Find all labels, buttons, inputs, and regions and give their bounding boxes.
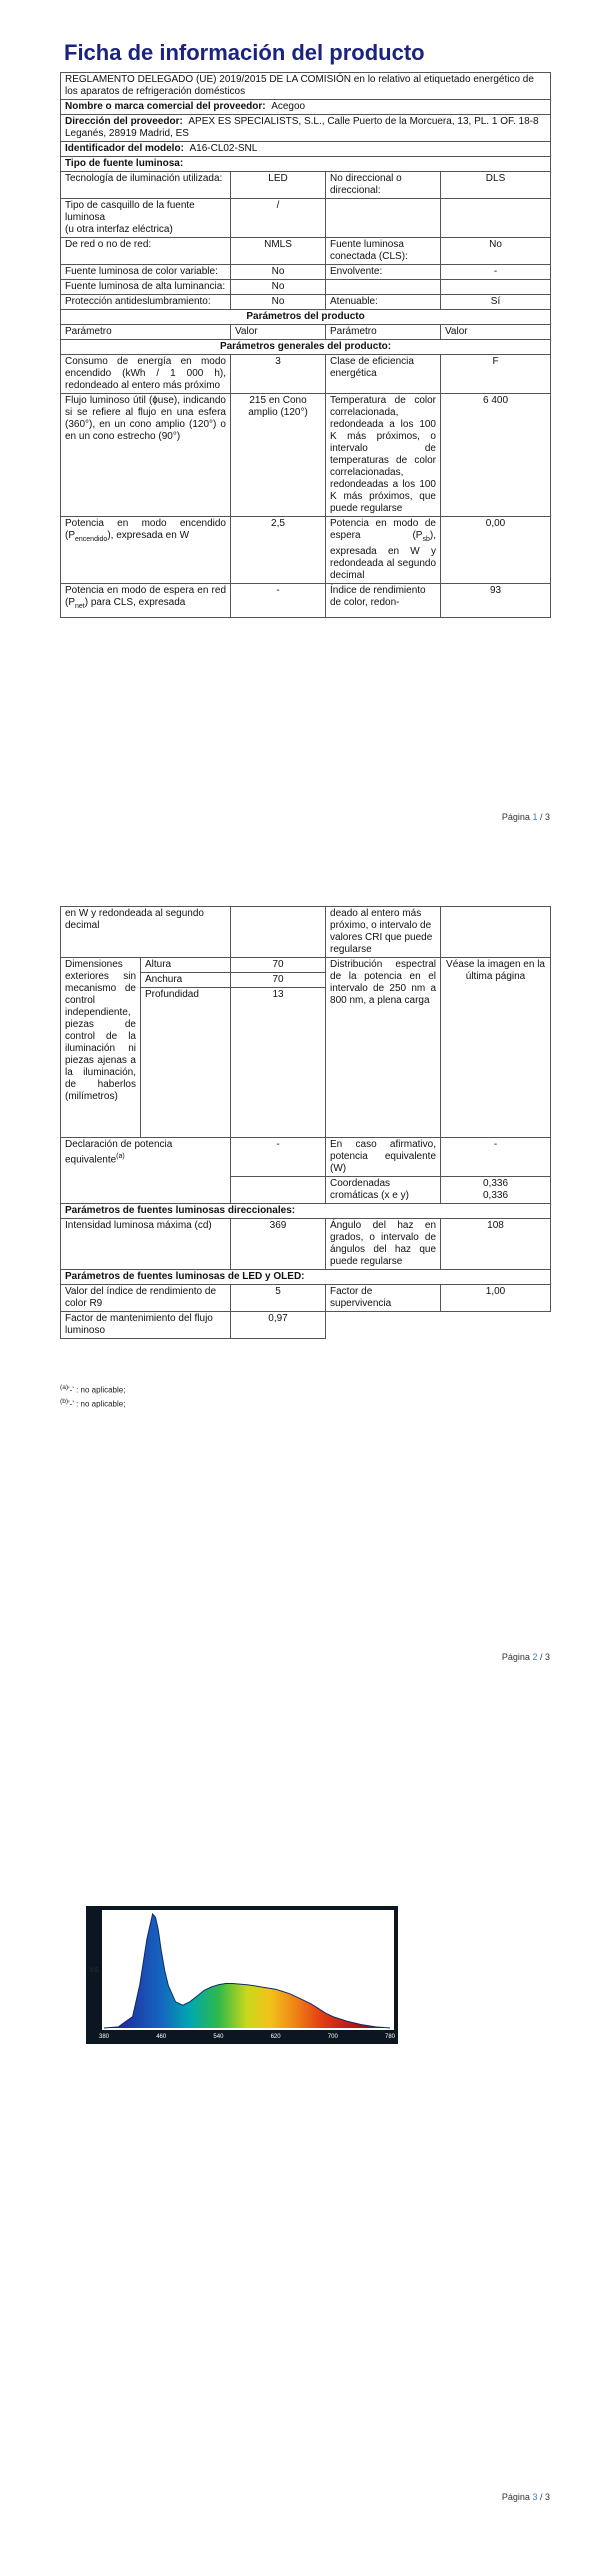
light-source-section: Tipo de fuente luminosa: bbox=[61, 157, 551, 172]
peak-intensity-label: Intensidad luminosa máxima (cd) bbox=[61, 1219, 231, 1270]
light-source-header-row bbox=[61, 157, 551, 172]
table-row bbox=[61, 394, 551, 517]
model-value: A16-CL02-SNL bbox=[189, 143, 258, 154]
depth-label: Profundidad bbox=[141, 988, 231, 1138]
cri-label: Índice de rendimiento de color, redon- bbox=[326, 584, 441, 618]
high-luminance-label: Fuente luminosa de alta luminancia: bbox=[61, 280, 231, 295]
led-header-row bbox=[61, 1270, 551, 1285]
survival-value: 1,00 bbox=[441, 1285, 551, 1312]
table-row bbox=[61, 172, 551, 199]
cls-value: No bbox=[441, 238, 551, 265]
table-row bbox=[61, 584, 551, 618]
table-row bbox=[61, 1138, 551, 1177]
width-value: 70 bbox=[231, 973, 326, 988]
dimensions-row bbox=[61, 958, 551, 973]
envelope-value: - bbox=[441, 265, 551, 280]
equivalent-power-label: Declaración de potencia equivalente$^{(a)}$ bbox=[61, 1138, 231, 1204]
page-title: Ficha de información del producto bbox=[64, 40, 425, 65]
cri-value: 93 bbox=[441, 584, 551, 618]
chromaticity-value: 0,336 0,336 bbox=[441, 1177, 551, 1204]
mains-label: De red o no de red: bbox=[61, 238, 231, 265]
high-luminance-value: No bbox=[231, 280, 326, 295]
page-number-3: Página 3 / 3 bbox=[501, 2492, 550, 2502]
supplier-name-value: Acegoo bbox=[271, 101, 306, 112]
maintenance-value: 0,97 bbox=[231, 1312, 326, 1339]
chromaticity-label: Coordenadas cromáticas (x e y) bbox=[326, 1177, 441, 1204]
beam-angle-label: Ángulo del haz en grados, o intervalo de ángulos del haz que puede regularse bbox=[326, 1219, 441, 1270]
x-tick-label: 460 bbox=[156, 2034, 167, 2040]
x-tick-label: 780 bbox=[384, 2034, 396, 2040]
width-label: Anchura bbox=[141, 973, 231, 988]
energy-class-label: Clase de eficiencia energética bbox=[326, 355, 441, 394]
table-row bbox=[61, 238, 551, 265]
table-row bbox=[61, 265, 551, 280]
supplier-address-row bbox=[61, 115, 551, 142]
nondir-label: No direccional o direccional: bbox=[326, 172, 441, 199]
flux-value: 215 en Cono amplio (120°) bbox=[231, 394, 326, 517]
led-section: Parámetros de fuentes luminosas de LED y OLED: bbox=[61, 1270, 551, 1285]
general-params-row bbox=[61, 340, 551, 355]
table-row bbox=[61, 1285, 551, 1312]
model-row bbox=[61, 142, 551, 157]
params-section: Parámetros del producto bbox=[61, 310, 551, 325]
equivalent-power-value: - bbox=[231, 1138, 326, 1177]
product-info-table-page2 bbox=[60, 906, 551, 1339]
page-number-2: Página 2 / 3 bbox=[501, 1652, 550, 1662]
peak-intensity-value: 369 bbox=[231, 1219, 326, 1270]
dimmable-value: Sí bbox=[441, 295, 551, 310]
spectral-distribution-chart bbox=[86, 1906, 398, 2044]
directional-header-row bbox=[61, 1204, 551, 1219]
x-tick-label: 540 bbox=[213, 2034, 224, 2040]
table-row bbox=[61, 199, 551, 238]
height-value: 70 bbox=[231, 958, 326, 973]
cri-label-continued: deado al entero más próximo, o intervalo de valores CRI que puede regularse bbox=[326, 907, 441, 958]
params-columns-row bbox=[61, 325, 551, 340]
table-row bbox=[61, 280, 551, 295]
power-on-label: Potencia en modo encendido $(P_{encendido})$, expresada en W bbox=[61, 517, 231, 584]
regulation-row bbox=[61, 73, 551, 100]
supplier-name-row bbox=[61, 100, 551, 115]
cap-label-2: (u otra interfaz eléctrica) bbox=[65, 224, 173, 235]
energy-class-value: F bbox=[441, 355, 551, 394]
flux-label: Flujo luminoso útil (ɸuse), indicando si se refiere al flujo en una esfera (360°), en un cono amplio (120°) o en un cono estrecho (90°) bbox=[61, 394, 231, 517]
col-param-2: Parámetro bbox=[326, 325, 441, 340]
standby-power-label: Potencia en modo de espera $(P_{sb})$, expresada en W y redondeada al segundo decimal bbox=[326, 517, 441, 584]
depth-value: 13 bbox=[231, 988, 326, 1138]
table-row bbox=[61, 517, 551, 584]
dimmable-label: Atenuable: bbox=[326, 295, 441, 310]
cct-value: 6 400 bbox=[441, 394, 551, 517]
spd-label: Distribución espectral de la potencia en el intervalo de 250 nm a 800 nm, a plena carga bbox=[326, 958, 441, 1138]
tech-label: Tecnología de iluminación utilizada: bbox=[61, 172, 231, 199]
nondir-value: DLS bbox=[441, 172, 551, 199]
x-tick-label: 620 bbox=[270, 2034, 281, 2040]
equivalent-watts-value: - bbox=[441, 1138, 551, 1177]
footnote-b: $^{(b)}$'-' : no aplicable; bbox=[60, 1398, 126, 1409]
survival-label: Factor de supervivencia bbox=[326, 1285, 441, 1312]
table-row bbox=[61, 295, 551, 310]
network-standby-label: Potencia en modo de espera en red $(P_{net})$ para CLS, expresada bbox=[61, 584, 231, 618]
mains-value: NMLS bbox=[231, 238, 326, 265]
maintenance-label: Factor de mantenimiento del flujo luminoso bbox=[61, 1312, 231, 1339]
table-row bbox=[61, 1219, 551, 1270]
params-header-row bbox=[61, 310, 551, 325]
tech-value: LED bbox=[231, 172, 326, 199]
table-row bbox=[61, 1312, 551, 1339]
r9-label: Valor del índice de rendimiento de color R9 bbox=[61, 1285, 231, 1312]
height-label: Altura bbox=[141, 958, 231, 973]
energy-label: Consumo de energía en modo encendido (kWh / 1 000 h), redondeado al entero más próximo bbox=[61, 355, 231, 394]
glare-label: Protección antideslumbramiento: bbox=[61, 295, 231, 310]
col-param-1: Parámetro bbox=[61, 325, 231, 340]
colour-value: No bbox=[231, 265, 326, 280]
cap-label: Tipo de casquillo de la fuente luminosa bbox=[65, 200, 195, 223]
y-tick-label: 0.5 bbox=[90, 1968, 99, 1974]
beam-angle-value: 108 bbox=[441, 1219, 551, 1270]
x-tick-label: 700 bbox=[327, 2034, 338, 2040]
page-number-1: Página 1 / 3 bbox=[501, 812, 550, 822]
colour-label: Fuente luminosa de color variable: bbox=[61, 265, 231, 280]
equivalent-watts-label: En caso afirmativo, potencia equivalente (W) bbox=[326, 1138, 441, 1177]
supplier-name-label: Nombre o marca comercial del proveedor: bbox=[65, 101, 266, 112]
spd-value: Véase la imagen en la última página bbox=[441, 958, 551, 1138]
network-standby-continued: en W y redondeada al segundo decimal bbox=[61, 907, 231, 958]
table-row bbox=[61, 355, 551, 394]
standby-power-value: 0,00 bbox=[441, 517, 551, 584]
dimensions-label: Dimensiones exteriores sin mecanismo de control independiente, piezas de control de la iluminación ni piezas ajenas a la iluminación, de haberlos (milímetros) bbox=[61, 958, 141, 1138]
regulation-text: REGLAMENTO DELEGADO (UE) 2019/2015 DE LA COMISIÓN en lo relativo al etiquetado energético de los aparatos de refrigeración domésticos bbox=[61, 73, 551, 100]
col-value-2: Valor bbox=[441, 325, 551, 340]
supplier-address-value: APEX ES SPECIALISTS, S.L., Calle Puerto de la Morcuera, 13, PL. 1 OF. 18-8 Leganés, 28919 Madrid, ES bbox=[65, 116, 539, 139]
cap-value: / bbox=[231, 199, 326, 238]
table-row bbox=[61, 907, 551, 958]
x-tick-label: 380 bbox=[98, 2034, 110, 2040]
model-label: Identificador del modelo: bbox=[65, 143, 184, 154]
energy-value: 3 bbox=[231, 355, 326, 394]
r9-value: 5 bbox=[231, 1285, 326, 1312]
power-on-value: 2,5 bbox=[231, 517, 326, 584]
supplier-address-label: Dirección del proveedor: bbox=[65, 116, 183, 127]
glare-value: No bbox=[231, 295, 326, 310]
network-standby-value: - bbox=[231, 584, 326, 618]
cct-label: Temperatura de color correlacionada, redondeada a los 100 K más próximos, o intervalo de temperaturas de color correlacionadas, redondeadas a los 100 K más próximos, que puede regularse bbox=[326, 394, 441, 517]
cls-label: Fuente luminosa conectada (CLS): bbox=[326, 238, 441, 265]
directional-section: Parámetros de fuentes luminosas direccionales: bbox=[61, 1204, 551, 1219]
product-info-table-page1 bbox=[60, 72, 551, 618]
col-value-1: Valor bbox=[231, 325, 326, 340]
footnote-a: $^{(a)}$'-' : no aplicable; bbox=[60, 1384, 126, 1395]
envelope-label: Envolvente: bbox=[326, 265, 441, 280]
general-params-section: Parámetros generales del producto: bbox=[61, 340, 551, 355]
